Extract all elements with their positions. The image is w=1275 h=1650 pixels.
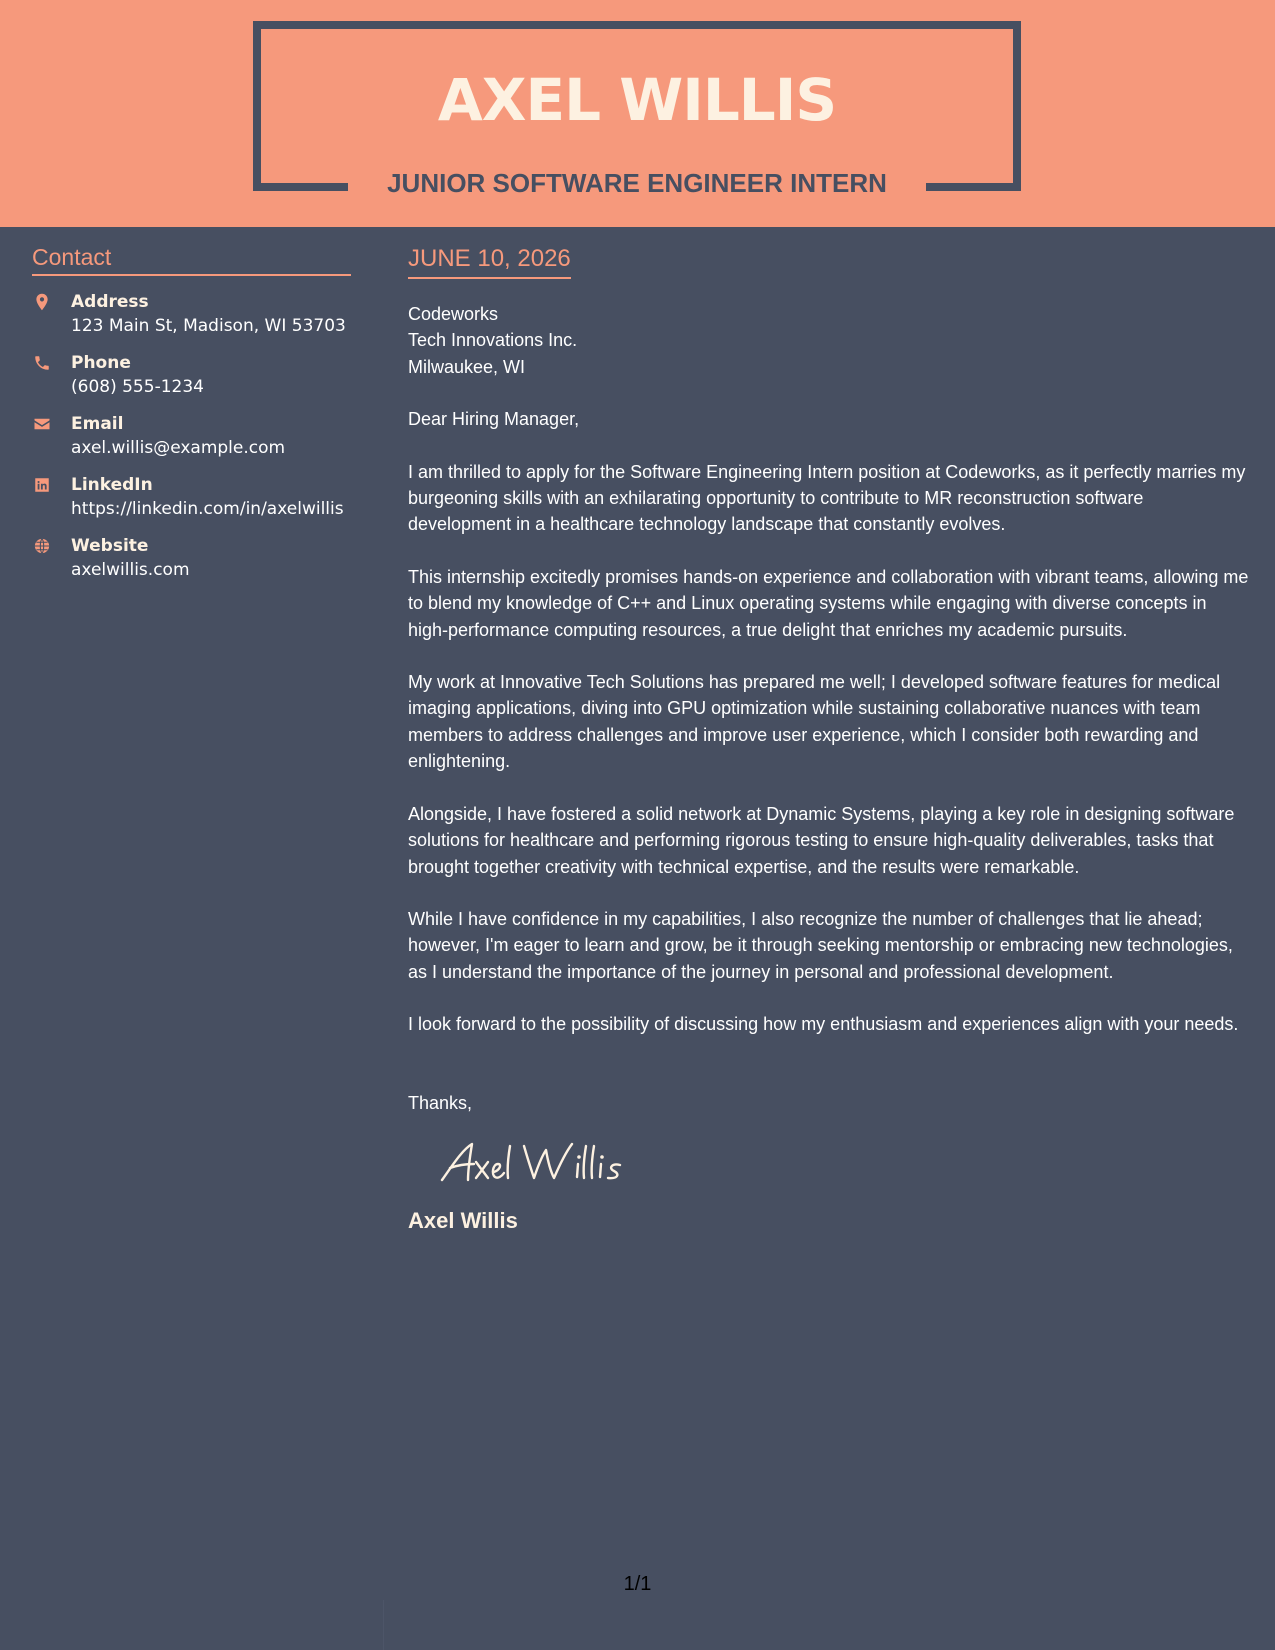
contact-heading: Contact [32,242,351,276]
contact-label: LinkedIn [71,475,153,495]
contact-linkedin [32,473,351,521]
job-title: JUNIOR SOFTWARE ENGINEER INTERN [387,168,887,198]
closing: Thanks, [408,1092,473,1113]
page-number: 1/1 [623,1573,652,1595]
contact-label: Website [71,536,149,556]
letter-date: JUNE 10, 2026 [408,244,571,279]
contact-sidebar [32,242,351,582]
linkedin-value[interactable]: https://linkedin.com/in/axelwillis [71,499,344,519]
paragraph: My work at Innovative Tech Solutions has prepared me well; I developed software features for medical imaging applications, diving into GPU optimization while sustaining collaborative nuances with team members to address challenges and improve user experience, which I consider both rewarding and enlightening. [408,672,1221,772]
recipient-location: Milwaukee, WI [408,356,526,377]
globe-icon [33,536,51,556]
paragraph: Alongside, I have fostered a solid network at Dynamic Systems, playing a key role in designing software solutions for healthcare and performing rigorous testing to ensure high-quality deliverables, tasks that brought together creativity with technical expertise, and the results were remarkable. [408,803,1235,877]
paragraph: While I have confidence in my capabilities, I also recognize the number of challenges that lie ahead; however, I'm eager to learn and grow, be it through seeking mentorship or embracing new technologies, as I understand the importance of the journey in personal and professional development. [408,908,1233,982]
column-divider [383,1600,384,1650]
paragraph: This internship excitedly promises hands-on experience and collaboration with vibrant teams, allowing me to blend my knowledge of C++ and Linux operating systems while engaging with diverse concepts in high-performance computing resources, a true delight that enriches my academic pursuits. [408,566,1249,640]
signer-name: Axel Willis [408,1207,518,1233]
contact-label: Address [71,292,149,312]
letter-body [408,244,1250,1236]
envelope-icon [33,414,51,434]
phone-icon [33,353,51,373]
contact-phone [32,351,351,399]
paragraph: I am thrilled to apply for the Software Engineering Intern position at Codeworks, as it perfectly marries my burgeoning skills with an exhilarating opportunity to contribute to MR reconstruction software development in a healthcare technology landscape that constantly evolves. [408,461,1246,535]
recipient-company: Codeworks [408,304,499,324]
contact-website [32,534,351,582]
phone-value: (608) 555-1234 [71,377,204,397]
contact-label: Phone [71,353,131,373]
map-pin-icon [33,292,51,312]
contact-email [32,412,351,460]
signature-drawing [438,1136,648,1194]
contact-label: Email [71,414,124,434]
email-value: axel.willis@example.com [71,438,286,458]
website-value[interactable]: axelwillis.com [71,560,190,580]
recipient-block [408,301,1250,380]
recipient-organization: Tech Innovations Inc. [408,330,578,351]
paragraph: I look forward to the possibility of discussing how my enthusiasm and experiences align with your needs. [408,1014,1239,1035]
linkedin-icon [33,475,51,495]
contact-address [32,290,351,338]
signature-image [438,1136,1250,1194]
salutation: Dear Hiring Manager, [408,409,580,430]
address-value: 123 Main St, Madison, WI 53703 [71,316,346,336]
candidate-name: AXEL WILLIS [437,66,837,134]
header-banner [0,0,1275,227]
